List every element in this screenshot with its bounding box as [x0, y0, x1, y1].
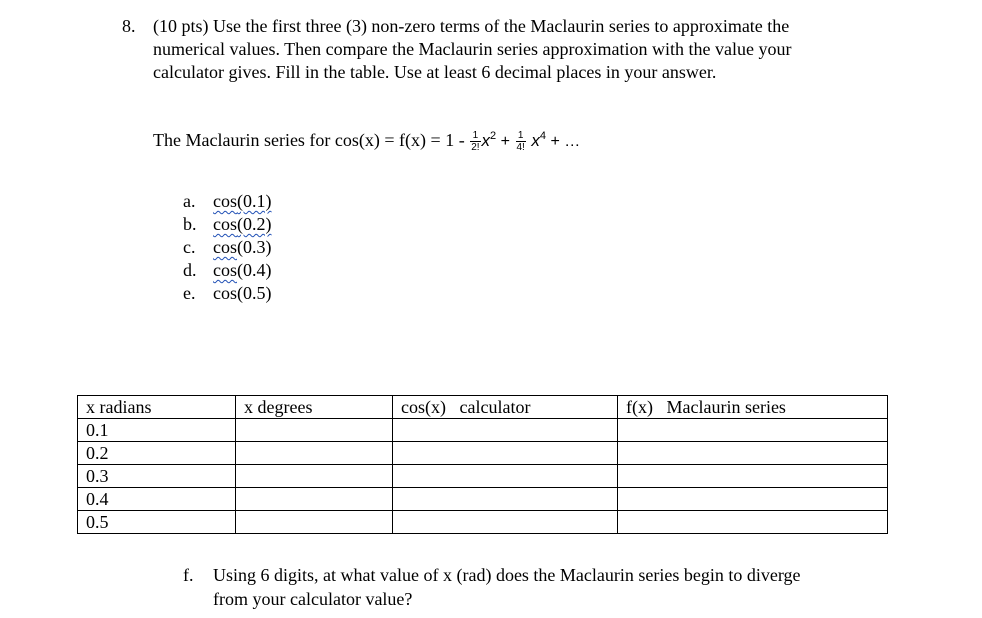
- list-item: [183, 259, 272, 282]
- part-f-label: f.: [183, 565, 194, 585]
- cos-argument: (0.1): [237, 191, 272, 211]
- cell-x-radians: 0.5: [78, 511, 236, 534]
- cos-function: cos: [213, 283, 237, 303]
- table-row: [78, 465, 888, 488]
- cell-cos-calculator[interactable]: [393, 442, 618, 465]
- answer-table: [77, 395, 888, 534]
- part-label: d.: [183, 260, 197, 280]
- problem-text: (10 pts) Use the first three (3) non-zero terms of the Maclaurin series to approximate the numerical values. Then compare the Maclaurin series approximation with the value your calculator gives. Fill in the table. Use at least 6 decimal places in your answer.: [153, 16, 792, 82]
- cell-maclaurin[interactable]: [618, 442, 888, 465]
- cos-argument: (0.4): [237, 260, 272, 280]
- list-item: [183, 282, 272, 305]
- term-exponent: 4: [539, 130, 546, 142]
- cell-x-radians: 0.4: [78, 488, 236, 511]
- cell-x-degrees[interactable]: [236, 511, 393, 534]
- table-row: [78, 419, 888, 442]
- part-f-text: Using 6 digits, at what value of x (rad) does the Maclaurin series begin to diverge from your calculator value?: [213, 565, 801, 609]
- table-row: [78, 442, 888, 465]
- cos-function: cos: [213, 237, 237, 257]
- cell-cos-calculator[interactable]: [393, 465, 618, 488]
- cos-argument: (0.3): [237, 237, 272, 257]
- table-header-row: [78, 396, 888, 419]
- cell-maclaurin[interactable]: [618, 465, 888, 488]
- cos-function: cos: [213, 260, 237, 280]
- term-variable: x: [531, 131, 540, 150]
- cos-argument: (0.2): [237, 214, 272, 234]
- list-item: [183, 190, 272, 213]
- table-row: [78, 488, 888, 511]
- fraction-numerator: 1: [470, 130, 480, 142]
- cell-x-radians: 0.2: [78, 442, 236, 465]
- term-exponent: 2: [490, 130, 497, 142]
- fraction-denominator: 4!: [516, 142, 525, 154]
- header-maclaurin: f(x) Maclaurin series: [618, 396, 888, 419]
- cell-cos-calculator[interactable]: [393, 488, 618, 511]
- cos-argument: (0.5): [237, 283, 272, 303]
- cell-cos-calculator[interactable]: [393, 419, 618, 442]
- cos-function: cos: [213, 191, 237, 211]
- header-cos-calculator: cos(x) calculator: [393, 396, 618, 419]
- cell-x-radians: 0.1: [78, 419, 236, 442]
- fraction-one-over-two-factorial: [470, 130, 480, 153]
- list-item: [183, 236, 272, 259]
- header-x-radians: x radians: [78, 396, 236, 419]
- fraction-one-over-four-factorial: [516, 130, 526, 153]
- cell-x-radians: 0.3: [78, 465, 236, 488]
- series-tail: + …: [550, 133, 581, 150]
- part-label: b.: [183, 214, 197, 234]
- part-label: e.: [183, 283, 196, 303]
- cell-x-degrees[interactable]: [236, 465, 393, 488]
- table-row: [78, 511, 888, 534]
- cell-maclaurin[interactable]: [618, 511, 888, 534]
- parts-list: [183, 190, 272, 305]
- term-variable: x: [481, 131, 491, 150]
- fraction-numerator: 1: [516, 130, 526, 142]
- cell-x-degrees[interactable]: [236, 442, 393, 465]
- part-label: c.: [183, 237, 196, 257]
- series-lead: The Maclaurin series for cos(x) = f(x) = 1 -: [153, 130, 465, 150]
- cos-function: cos: [213, 214, 237, 234]
- cell-maclaurin[interactable]: [618, 488, 888, 511]
- header-x-degrees: x degrees: [236, 396, 393, 419]
- list-item: [183, 213, 272, 236]
- plus-sign: +: [500, 133, 510, 150]
- problem-number: 8.: [122, 16, 136, 36]
- cell-cos-calculator[interactable]: [393, 511, 618, 534]
- cell-x-degrees[interactable]: [236, 488, 393, 511]
- part-label: a.: [183, 191, 196, 211]
- cell-x-degrees[interactable]: [236, 419, 393, 442]
- cell-maclaurin[interactable]: [618, 419, 888, 442]
- maclaurin-series-line: [153, 130, 580, 153]
- fraction-denominator: 2!: [471, 142, 480, 154]
